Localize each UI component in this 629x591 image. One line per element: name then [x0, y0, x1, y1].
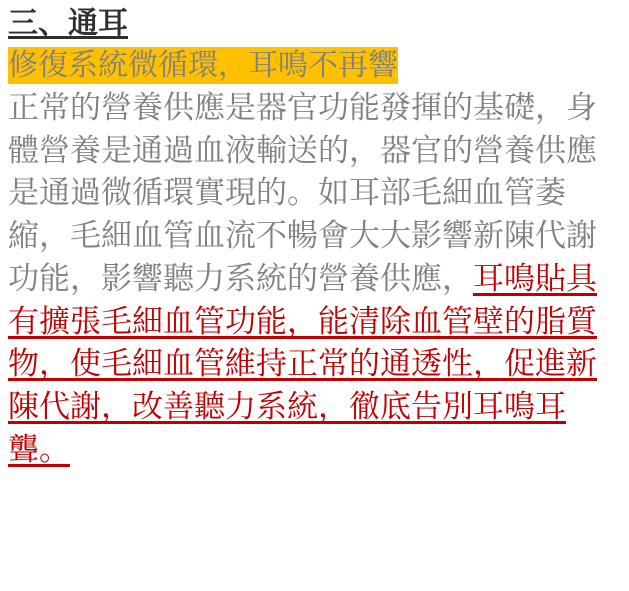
heading-row — [8, 6, 621, 47]
body-text-emphasis: 耳鳴貼具有擴張毛細血管功能，能清除血管壁的脂質物，使毛細血管維持正常的通透性，促進新陳代謝，改善聽力系統，徹底告別耳鳴耳聾。 — [8, 260, 597, 469]
highlighted-subheading: 修復系統微循環，耳鳴不再響 — [8, 48, 398, 84]
page-title: 三、通耳 — [8, 6, 128, 41]
body-text-plain: 正常的營養供應是器官功能發揮的基礎，身體營養是通過血液輸送的，器官的營養供應是通過微循環實現的。如耳部毛細血管萎縮，毛細血管血流不暢會大大影響新陳代謝功能，影響聽力系統的營養供應， — [8, 89, 597, 297]
body-paragraph — [8, 87, 621, 472]
subheading-row — [8, 47, 621, 85]
